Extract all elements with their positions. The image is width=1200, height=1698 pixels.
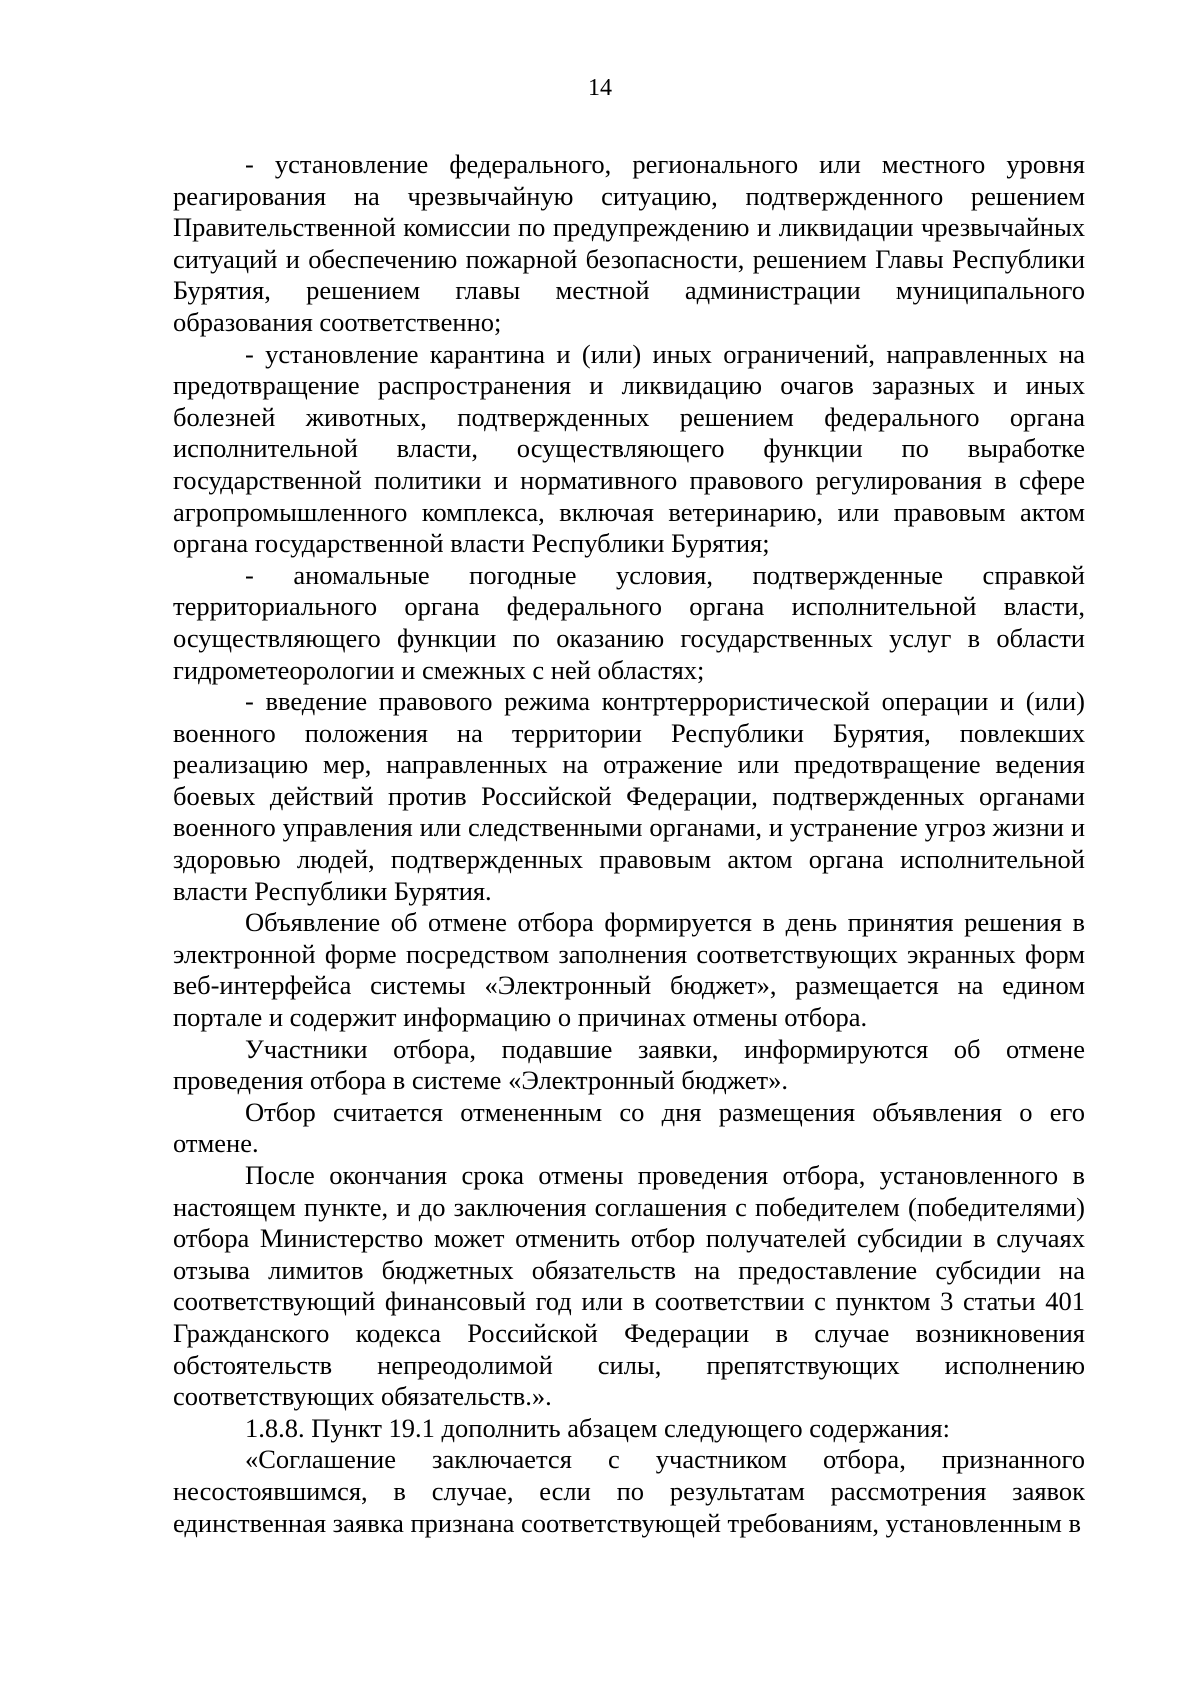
paragraph-emergency-response-level: - установление федерального, регионального или местного уровня реагирования на чрезвычайную ситуацию, подтвержденного решением Правительственной комиссии по предупреждению и ликвидации чрезвычайных ситуаций и обеспечению пожарной безопасности, решением Главы Республики Бурятия, решением главы местной администрации муниципального образования соответственно; bbox=[173, 149, 1085, 337]
paragraph-ministry-may-cancel: После окончания срока отмены проведения отбора, установленного в настоящем пункте, и до заключения соглашения с победителем (победителями) отбора Министерство может отменить отбор получателей субсидии в случаях отзыва лимитов бюджетных обязательств на предоставление субсидии на соответствующий финансовый год или в соответствии с пунктом 3 статьи 401 Гражданского кодекса Российской Федерации в случае возникновения обстоятельств непреодолимой силы, препятствующих исполнению соответствующих обязательств.». bbox=[173, 1160, 1085, 1412]
paragraph-quarantine: - установление карантина и (или) иных ограничений, направленных на предотвращение распространения и ликвидацию очагов заразных и иных болезней животных, подтвержденных решением федерального органа исполнительной власти, осуществляющего функции по выработке государственной политики и нормативного правового регулирования в сфере агропромышленного комплекса, включая ветеринарию, или правовым актом органа государственной власти Республики Бурятия; bbox=[173, 338, 1085, 559]
paragraph-selection-cancelled: Отбор считается отмененным со дня размещения объявления о его отмене. bbox=[173, 1096, 1085, 1159]
paragraph-abnormal-weather: - аномальные погодные условия, подтвержденные справкой территориального органа федерального органа исполнительной власти, осуществляющего функции по оказанию государственных услуг в области гидрометеорологии и смежных с ней областях; bbox=[173, 559, 1085, 685]
document-body bbox=[173, 149, 1085, 1539]
paragraph-cancellation-announcement: Объявление об отмене отбора формируется в день принятия решения в электронной форме посредством заполнения соответствующих экранных форм веб-интерфейса системы «Электронный бюджет», размещается на едином портале и содержит информацию о причинах отмены отбора. bbox=[173, 907, 1085, 1033]
paragraph-participants-notified: Участники отбора, подавшие заявки, информируются об отмене проведения отбора в системе «Электронный бюджет». bbox=[173, 1033, 1085, 1096]
paragraph-clause-1-8-8: 1.8.8. Пункт 19.1 дополнить абзацем следующего содержания: bbox=[245, 1412, 950, 1443]
paragraph-counter-terrorism-regime: - введение правового режима контртеррористической операции и (или) военного положения на территории Республики Бурятия, повлекших реализацию мер, направленных на отражение или предотвращение ведения боевых действий против Российской Федерации, подтвержденных органами военного управления или следственными органами, и устранение угроз жизни и здоровью людей, подтвержденных правовым актом органа исполнительной власти Республики Бурятия. bbox=[173, 686, 1085, 906]
page-number: 14 bbox=[588, 75, 612, 101]
paragraph-agreement-concluded: «Соглашение заключается с участником отбора, признанного несостоявшимся, в случае, если по результатам рассмотрения заявок единственная заявка признана соответствующей требованиям, установленным в bbox=[173, 1444, 1085, 1538]
